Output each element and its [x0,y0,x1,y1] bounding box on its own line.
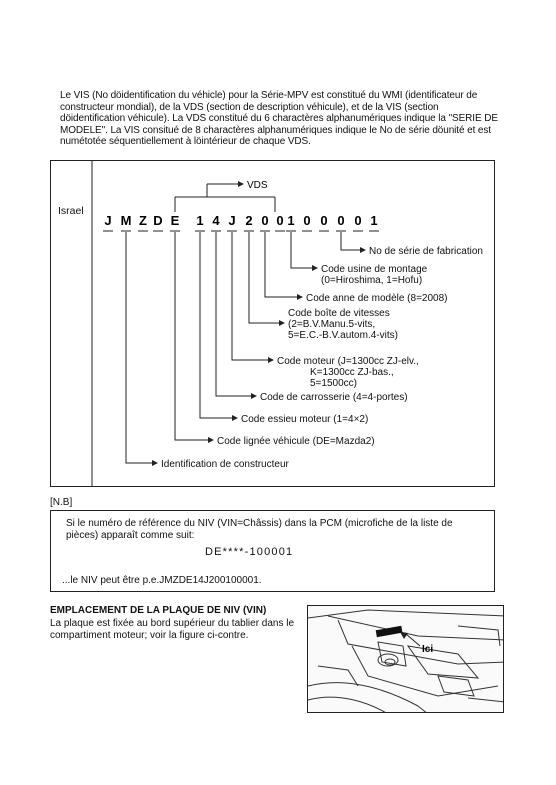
label-gearbox-values-2: 5=E.C.-B.V.autom.4-vits) [288,330,398,341]
plate-title: EMPLACEMENT DE LA PLAQUE DE NIV (VIN) [50,605,267,616]
vin-char: 0 [337,213,345,228]
vin-char: Z [139,213,147,228]
vin-char: 0 [276,213,284,228]
vin-char: 0 [261,213,269,228]
label-gearbox: Code boîte de vitesses [288,308,390,319]
label-body: Code de carrosserie (4=4-portes) [260,392,408,403]
label-model-year: Code anne de modèle (8=2008) [306,293,448,304]
label-plant-values: (0=Hiroshima, 1=Hofu) [321,275,423,286]
vin-char: 0 [354,213,362,228]
vin-char: 0 [320,213,328,228]
plate-location-figure [307,605,504,713]
vin-char: M [120,213,132,228]
plate-body: La plaque est fixée au bord supérieur du tablier dans le compartiment moteur; voir la figure ci-contre. [50,618,295,641]
nb-label: [N.B] [50,497,73,508]
vin-char: 1 [370,213,378,228]
label-engine-values-1: K=1300cc ZJ-bas., [310,367,394,378]
vin-char: 0 [303,213,311,228]
vin-char: J [104,213,112,228]
nb-code: DE****-100001 [205,546,294,558]
label-maker: Identification de constructeur [161,459,289,470]
label-axle: Code essieu moteur (1=4×2) [241,414,369,425]
vin-char: 1 [196,213,204,228]
engine-bay-illustration [308,606,504,713]
vin-char: 2 [245,213,253,228]
label-gearbox-values-1: (2=B.V.Manu.5-vits, [288,319,376,330]
label-engine: Code moteur (J=1300cc ZJ-elv., [277,356,419,367]
vin-char: 1 [287,213,295,228]
vds-label: VDS [247,180,268,191]
vin-char: E [170,213,180,228]
label-serial: No de série de fabrication [369,246,483,257]
label-plant: Code usine de montage [321,264,428,275]
vin-char: J [228,213,236,228]
vin-diagram-box [50,160,495,487]
label-line: Code lignée véhicule (DE=Mazda2) [217,436,375,447]
vin-char: 4 [212,213,220,228]
intro-paragraph: Le VIS (No döidentification du véhicle) pour la Série-MPV est constitué du WMI (identificateur de constructeur mondial), de la VDS (section de description véhicule), et de la VIS (section döidentification véhicule). La VDS constitué du 6 charactères alphanumériques indique la "SERIE DE MODELE". La VIS consitué de 8 charactères alphanumériques indique le No de série döunité et est numétotée séquentiellement à löintérieur de chaque VDS. [60,90,498,148]
nb-text: Si le numéro de référence du NIV (VIN=Châssis) dans la PCM (microfiche de la liste de pièces) apparaît comme suit: [66,518,453,541]
plate-callout: Ici [422,644,434,655]
vin-char: D [153,213,163,228]
label-engine-values-2: 5=1500cc) [310,378,357,389]
nb-end: ...le NIV peut être p.e.JMZDE14J200100001. [62,575,262,586]
country-label: Israel [58,205,84,217]
